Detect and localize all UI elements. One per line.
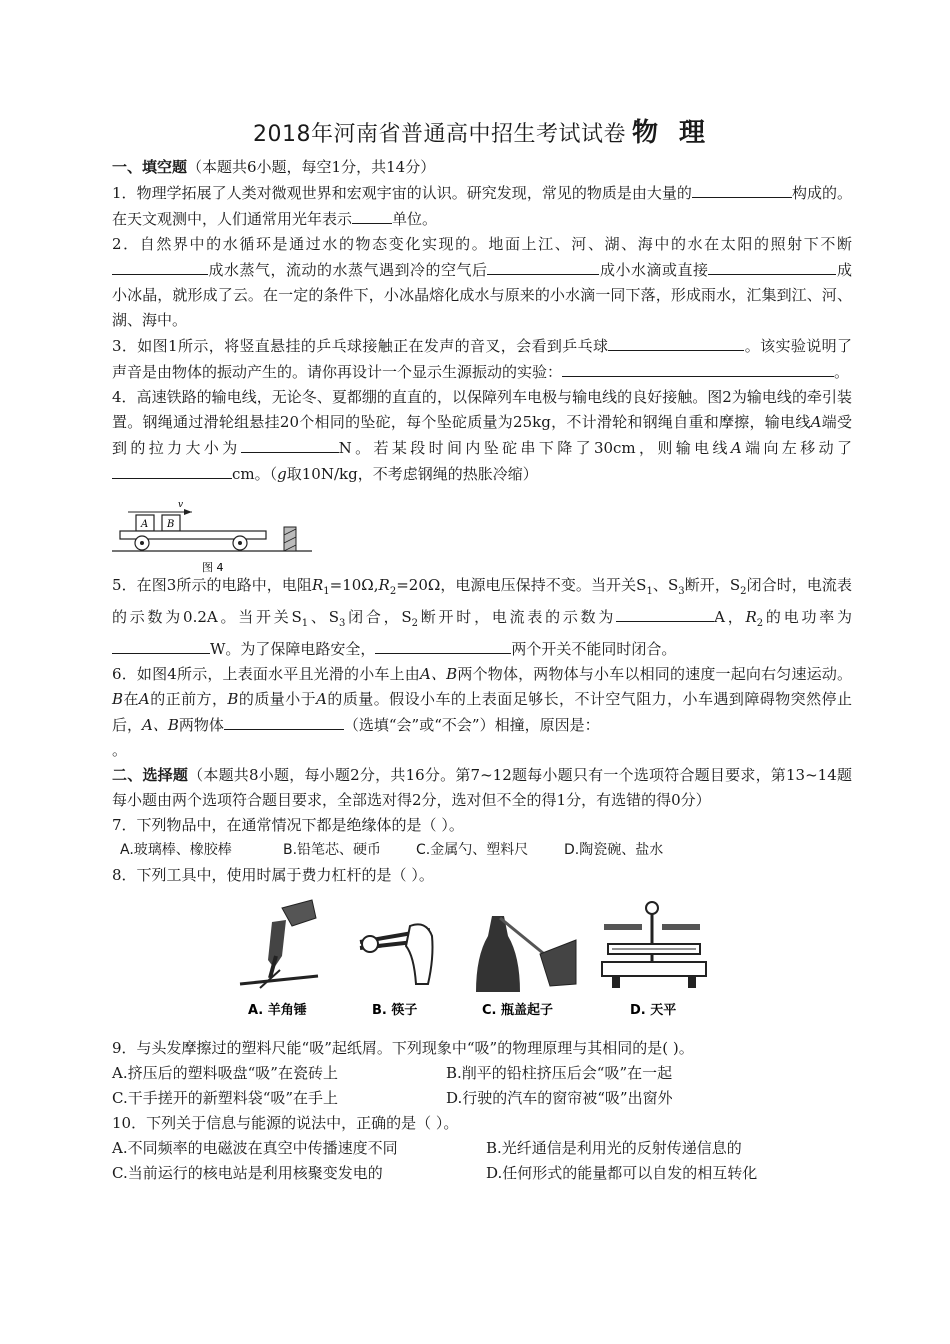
q9-option-d: D.行驶的汽车的窗帘被“吸”出窗外 <box>446 1089 673 1107</box>
question-5: 5．在图3所示的电路中，电阻$R_1=10\Omega,R_2=20\Omega$，电源电压保持不变。当开关$S_1$、$S_3$断开，$S_2$闭合时，电流表的示数为0.2A。当开关$S_1$、$S_3$闭合，$S_2$断开时，电流表的示数为 A，$R_2$的电功率为W。为了保障电路安全， 两个开关不能同时闭合。 <box>112 576 852 658</box>
question-9-options-row-2 <box>112 1086 852 1111</box>
question-9-options-row-1 <box>112 1061 852 1086</box>
question-6: 6．如图4所示，上表面水平且光滑的小车上由A、B两个物体，两物体与小车以相同的速度一起向右匀速运动。B在A的正前方，B的质量小于A的质量。假设小车的上表面足够长，不计空气阻力，小车遇到障碍物突然停止后，A、B两物体 （选填“会”或“不会”）相撞，原因是： 。 <box>112 665 852 759</box>
tool-caption-c: C. 瓶盖起子 <box>482 1003 554 1018</box>
title-main: 2018年河南省普通高中招生考试试卷 <box>252 122 626 147</box>
question-2: 2．自然界中的水循环是通过水的物态变化实现的。地面上江、河、湖、海中的水在太阳的照射下不断成水蒸气，流动的水蒸气遇到冷的空气后 成小水滴或直接 成小冰晶，就形成了云。在一定的条件下，小冰晶熔化成水与原来的小水滴一同下落，形成雨水，汇集到江、河、湖、海中。 <box>112 235 852 329</box>
question-4: 4．高速铁路的输电线，无论冬、夏都绷的直直的，以保障列车电极与输电线的良好接触。图2为输电线的牵引装置。钢绳通过滑轮组悬挂20个相同的坠砣，每个坠砣质量为25kg，不计滑轮和钢绳自重和摩擦，输电线A端受到的拉力大小为 N。若某段时间内坠砣串下降了30cm，则输电线A端向左移动了cm。（g取10N/kg，不考虑钢绳的热胀冷缩） <box>112 388 852 483</box>
q7-option-c: C.金属勺、塑料尺 <box>416 842 529 858</box>
q10-option-d: D.任何形式的能量都可以自发的相互转化 <box>486 1164 758 1182</box>
balance-scale-icon <box>602 902 706 988</box>
title-subject: 物 理 <box>631 118 712 148</box>
question-10-options-row-1 <box>112 1136 852 1161</box>
figure-4-caption: 图 4 <box>202 561 224 574</box>
question-9: 9．与头发摩擦过的塑料尺能“吸”起纸屑。下列现象中“吸”的物理原理与其相同的是( )。 <box>112 1039 694 1057</box>
q7-option-b: B.铅笔芯、硬币 <box>283 842 382 858</box>
figure-tools <box>220 896 852 1028</box>
q10-option-a: A.不同频率的电磁波在真空中传播速度不同 <box>112 1139 398 1157</box>
axle-right <box>238 541 242 545</box>
q7-option-a: A.玻璃棒、橡胶棒 <box>120 842 232 858</box>
bottle-opener-icon <box>476 916 576 992</box>
obstacle <box>284 527 296 551</box>
q9-option-a: A.挤压后的塑料吸盘“吸”在瓷砖上 <box>112 1064 338 1082</box>
axle-left <box>140 541 144 545</box>
q9-option-c: C.干手搓开的新塑料袋“吸”在手上 <box>112 1089 339 1107</box>
claw-hammer-icon <box>240 900 318 988</box>
question-7-options <box>112 838 852 863</box>
block-b-label: B <box>167 519 175 530</box>
chopsticks-icon <box>360 924 433 984</box>
section-2-heading: 二、选择题（本题共8小题，每小题2分，共16分。第7~12题每小题只有一个选项符合题目要求，第13~14题每小题由两个选项符合题目要求，全部选对得2分，选对但不全的得1分，有选错的得0分） <box>112 766 852 809</box>
q9-option-b: B.削平的铅柱挤压后会“吸”在一起 <box>446 1064 673 1082</box>
block-a-label: A <box>141 519 149 530</box>
q10-option-b: B.光纤通信是利用光的反射传递信息的 <box>486 1139 742 1157</box>
section-1-heading: 一、填空题（本题共6小题，每空1分，共14分） <box>112 158 436 176</box>
question-1: 1．物理学拓展了人类对微观世界和宏观宇宙的认识。研究发现，常见的物质是由大量的 构成的。在天文观测中，人们通常用光年表示 单位。 <box>112 180 852 232</box>
velocity-label: v <box>178 500 184 510</box>
tool-caption-b: B. 筷子 <box>372 1003 418 1018</box>
q7-option-d: D.陶瓷碗、盐水 <box>564 842 664 858</box>
figure-4 <box>112 495 852 574</box>
question-10: 10．下列关于信息与能源的说法中，正确的是（ ）。 <box>112 1114 459 1132</box>
exam-page <box>112 112 852 1186</box>
question-3: 3．如图1所示，将竖直悬挂的乒乓球接触正在发声的音叉，会看到乒乓球 。该实验说明了声音是由物体的振动产生的。请你再设计一个显示生源振动的实验： 。 <box>112 333 852 385</box>
tool-caption-d: D. 天平 <box>630 1003 677 1018</box>
page-title <box>112 112 852 149</box>
question-7: 7．下列物品中，在通常情况下都是绝缘体的是（ ）。 <box>112 816 464 834</box>
velocity-arrowhead <box>184 509 192 515</box>
tools-diagram <box>220 896 740 1024</box>
q10-option-c: C.当前运行的核电站是利用核聚变发电的 <box>112 1164 383 1182</box>
cart-diagram <box>112 495 332 575</box>
question-10-options-row-2 <box>112 1161 852 1186</box>
tool-caption-a: A. 羊角锤 <box>248 1003 307 1018</box>
question-8: 8．下列工具中，使用时属于费力杠杆的是（ ）。 <box>112 866 434 884</box>
